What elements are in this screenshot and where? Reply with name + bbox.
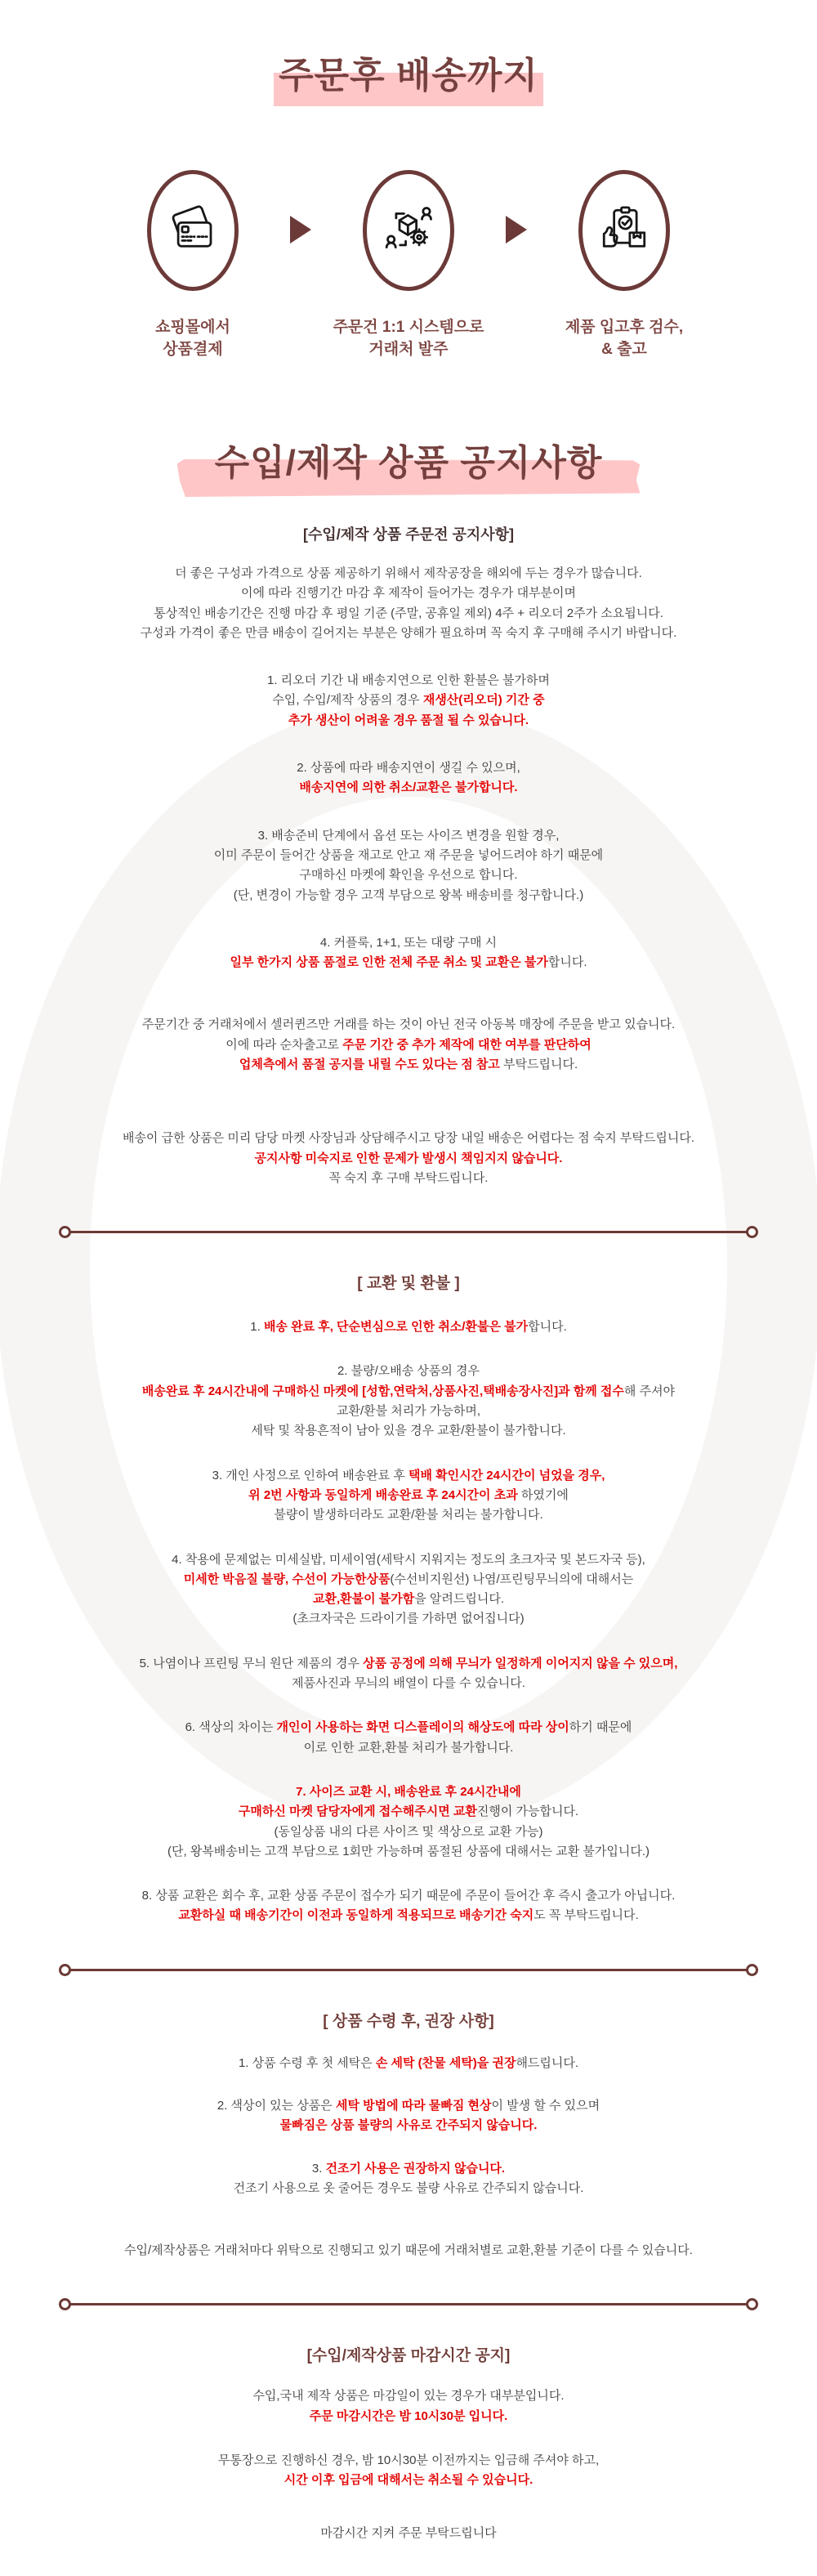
notice-paragraph: [0, 2096, 817, 2136]
notice-text: 수입, 수입/제작 상품의 경우: [272, 693, 423, 708]
notice-text: 4. 커플룩, 1+1, 또는 대량 구매 시: [319, 935, 498, 950]
notice-line: [0, 933, 817, 953]
notice-line: [0, 1738, 817, 1758]
notice-text: 1.: [250, 1320, 264, 1335]
notice-text: 건조기 사용으로 옷 줄어든 경우도 불량 사유로 간주되지 않습니다.: [233, 2180, 584, 2195]
notice-text: 2. 상품에 따라 배송지연이 생길 수 있으며,: [297, 761, 520, 776]
notice-text: 이 발생 할 수 있으며: [491, 2099, 600, 2113]
notice-line: [0, 1402, 817, 1421]
notice-line: [0, 711, 817, 731]
notice-paragraph: [0, 826, 817, 906]
notice-text-red: 구매하신 마켓 담당자에게 접수해주시면 교환: [238, 1805, 477, 1819]
notice-line: [0, 1035, 817, 1055]
notice-line: [0, 671, 817, 691]
notice-text-red: 개인이 사용하는 화면 디스플레이의 해상도에 따라 상이: [276, 1720, 569, 1735]
notice-line: [0, 2451, 817, 2471]
step-label-line1: 쇼핑몰에서: [155, 319, 230, 336]
notice-text: 8. 상품 교환은 회수 후, 교환 상품 주문이 접수가 되기 때문에 주문이 들어간 후 즉시 출고가 아닙니다.: [141, 1889, 676, 1903]
notice-text: 하였기에: [517, 1487, 569, 1502]
step-label: [565, 317, 683, 361]
page-title-wrap: [0, 0, 817, 98]
notice-line: [0, 1609, 817, 1629]
step-label: [333, 317, 484, 361]
section-heading: [수입/제작 상품 주문전 공지사항]: [302, 525, 515, 543]
notice-text-red: 배송지연에 의한 취소/교환은 불가합니다.: [299, 780, 518, 795]
notice-line: [0, 2159, 817, 2179]
notice-text: (단, 변경이 가능할 경우 고객 부담으로 왕복 배송비를 청구합니다.): [233, 888, 584, 902]
notice-text: 불량이 발생하더라도 교환/환불 처리는 불가합니다.: [274, 1508, 543, 1523]
notice-line: [0, 758, 817, 778]
divider-end-dot: [746, 2298, 758, 2310]
notice-paragraph: [0, 1362, 817, 1441]
notice-text: 세탁 및 착용흔적이 남아 있을 경우 교환/환불이 불가합니다.: [251, 1424, 566, 1438]
notice-line: [0, 778, 817, 798]
notice-text: 이에 따라 순차출고로: [225, 1037, 343, 1052]
notice-line: [0, 1015, 817, 1035]
notice-text: 5. 나염이나 프린팅 무늬 원단 제품의 경우: [139, 1656, 364, 1670]
notice-line: [0, 2054, 817, 2073]
notice-line: [0, 846, 817, 865]
notice-text: 통상적인 배송기간은 진행 마감 후 평일 기준 (주말, 공휴일 제외) 4주 + 리오더 2주가 소요됩니다.: [154, 606, 663, 620]
notice-line: [0, 1169, 817, 1188]
notice-body: [0, 523, 817, 2576]
step-order-system: [311, 170, 506, 361]
notice-text: 1. 상품 수령 후 첫 세탁은: [238, 2055, 376, 2070]
notice-paragraph: [0, 2241, 817, 2261]
divider-end-dot: [59, 1964, 71, 1976]
notice-text: 6. 색상의 차이는: [185, 1720, 277, 1735]
notice-text: 구매하신 마켓에 확인을 우선으로 합니다.: [299, 868, 518, 883]
notice-text: (동일상품 내의 다른 사이즈 및 색상으로 교환 가능): [274, 1824, 543, 1839]
notice-paragraph: [0, 2386, 817, 2426]
step-label-line1: 제품 입고후 검수,: [565, 319, 684, 336]
notice-text: 3.: [311, 2161, 326, 2176]
notice-paragraph: [0, 1466, 817, 1526]
notice-text: 교환/환불 처리가 가능하며,: [336, 1404, 481, 1419]
notice-text: 해 주셔야: [623, 1384, 676, 1398]
notice-text: 꼭 숙지 후 구매 부탁드립니다.: [328, 1170, 489, 1185]
step-label-line2: 거래처 발주: [368, 340, 449, 358]
notice-line: [0, 604, 817, 624]
notice-line: [0, 691, 817, 710]
notice-text-red: 재생산(리오더) 기간 중: [422, 693, 545, 708]
notice-line: [0, 2471, 817, 2490]
step-inspection-shipping: [527, 170, 721, 361]
section-heading: [ 교환 및 환불 ]: [357, 1275, 460, 1293]
notice-text: 주문기간 중 거래처에서 셀러퀸즈만 거래를 하는 것이 아닌 전국 아동복 매장에 주문을 받고 있습니다.: [141, 1017, 676, 1032]
notice-text-red: 건조기 사용은 권장하지 않습니다.: [325, 2161, 506, 2176]
notice-line: [0, 865, 817, 885]
order-system-icon: [382, 203, 435, 257]
notice-text: 구성과 가격이 좋은 만큼 배송이 길어지는 부분은 양해가 필요하며 꼭 숙지 후 구매해 주시기 바랍니다.: [140, 625, 677, 640]
notice-text-red: 업체측에서 품절 공지를 내릴 수도 있다는 점 참고: [239, 1057, 504, 1071]
notice-line: [0, 1129, 817, 1148]
notice-text: 제품사진과 무늬의 배열이 다를 수 있습니다.: [292, 1676, 525, 1691]
step-circle: [578, 170, 670, 291]
notice-text-red: 시간 이후 입금에 대해서는 취소될 수 있습니다.: [283, 2473, 534, 2488]
notice-text: 이로 인한 교환,환불 처리가 불가합니다.: [303, 1740, 514, 1755]
notice-title: [215, 433, 603, 485]
notice-text-red: 택배 확인시간 24시간이 넘었을 경우,: [408, 1468, 605, 1483]
divider-end-dot: [746, 1964, 758, 1976]
notice-text-red: 미세한 박음질 불량, 수선이 가능한상품: [183, 1572, 391, 1586]
inspection-shipping-icon: [597, 203, 651, 257]
notice-line: [0, 1505, 817, 1525]
notice-line: [0, 1674, 817, 1693]
notice-line: [0, 1802, 817, 1822]
notice-line: [0, 2386, 817, 2406]
notice-text-red: 손 세탁 (찬물 세탁)을 권장: [375, 2055, 516, 2070]
notice-text: 2. 불량/오배송 상품의 경우: [337, 1364, 480, 1379]
section-divider: [59, 1226, 758, 1238]
notice-text-red: 공지사항 미숙지로 인한 문제가 발생시 책임지지 않습니다.: [254, 1151, 563, 1165]
step-circle: [147, 170, 239, 291]
notice-paragraph: [0, 933, 817, 973]
notice-title-wrap: [0, 361, 817, 485]
notice-text: 4. 착용에 문제없는 미세실밥, 미세이염(세탁시 지워지는 정도의 초크자국 및 본드자국 등),: [172, 1552, 645, 1567]
notice-line: [0, 1590, 817, 1609]
notice-text: 3. 개인 사정으로 인하여 배송완료 후: [212, 1468, 408, 1483]
notice-text: 합니다.: [547, 955, 587, 970]
notice-text: 2. 색상이 있는 상품은: [217, 2099, 336, 2113]
notice-text: (초크자국은 드라이기를 가하면 없어집니다): [292, 1612, 525, 1626]
notice-paragraph: [0, 1550, 817, 1630]
notice-text: 을 알려드립니다.: [414, 1592, 505, 1607]
notice-paragraph: [0, 1782, 817, 1862]
notice-text: 진행이 가능합니다.: [476, 1805, 579, 1819]
divider-end-dot: [746, 1226, 758, 1238]
order-process-steps: [0, 170, 817, 361]
notice-line: [0, 1718, 817, 1737]
notice-line: [0, 1886, 817, 1906]
notice-text-red: 주문 기간 중 추가 제작에 대한 여부를 판단하여: [342, 1037, 592, 1052]
notice-paragraph: [0, 2054, 817, 2073]
notice-text-red: 배송 완료 후, 단순변심으로 인한 취소/환불은 불가: [263, 1320, 529, 1335]
notice-line: [0, 2116, 817, 2135]
divider-rule: [70, 1969, 747, 1971]
notice-paragraph: [0, 1654, 817, 1694]
notice-text: 더 좋은 구성과 가격으로 상품 제공하기 위해서 제작공장을 해외에 두는 경우가 많습니다.: [175, 566, 642, 580]
notice-text: 3. 배송준비 단계에서 옵션 또는 사이즈 변경을 원할 경우,: [257, 828, 560, 843]
notice-text: 수입,국내 제작 상품은 마감일이 있는 경우가 대부분입니다.: [252, 2389, 565, 2404]
notice-line: [0, 1362, 817, 1381]
notice-paragraph: [0, 1886, 817, 1926]
notice-paragraph: [0, 1317, 817, 1337]
notice-text-red: 배송완료 후 24시간내에 구매하신 마켓에 [성함,연락처,상품사진,택배송장사진]과 함께 접수: [141, 1384, 624, 1398]
notice-text-red: 위 2번 사항과 동일하게 배송완료 후 24시간이 초과: [248, 1487, 518, 1502]
notice-line: [0, 826, 817, 846]
notice-paragraph: [0, 1718, 817, 1758]
notice-text: 수입/제작상품은 거래처마다 위탁으로 진행되고 있기 때문에 거래처별로 교환,환불 기준이 다를 수 있습니다.: [124, 2243, 693, 2258]
notice-text-red: 7. 사이즈 교환 시, 배송완료 후 24시간내에: [296, 1784, 521, 1799]
notice-line: [0, 1486, 817, 1505]
divider-rule: [70, 2303, 747, 2305]
section-divider: [59, 2298, 758, 2310]
notice-line: [0, 624, 817, 643]
notice-title-text: 수입/제작 상품 공지사항: [214, 442, 603, 483]
notice-paragraph: [0, 2524, 817, 2543]
page-title: [279, 46, 538, 98]
notice-line: [0, 1421, 817, 1441]
step-circle: [363, 170, 454, 291]
notice-line: [0, 2096, 817, 2116]
notice-line: [0, 1550, 817, 1570]
page-title-text: 주문후 배송까지: [279, 56, 538, 96]
arrow-right-icon: [290, 216, 311, 244]
section-divider: [59, 1964, 758, 1976]
notice-text-red: 주문 마감시간은 밤 10시30분 입니다.: [309, 2408, 508, 2423]
notice-line: [0, 1317, 817, 1337]
notice-line: [0, 1382, 817, 1402]
notice-line: [0, 1055, 817, 1075]
notice-line: [0, 2524, 817, 2543]
step-label: [155, 317, 230, 361]
notice-text-red: 일부 한가지 상품 품절로 인한 전체 주문 취소 및 교환은 불가: [230, 955, 548, 970]
notice-text: 부탁드립니다.: [503, 1057, 578, 1071]
notice-line: [0, 1842, 817, 1862]
notice-line: [0, 1466, 817, 1486]
notice-line: [0, 1906, 817, 1925]
notice-text: 무통장으로 진행하신 경우, 밤 10시30분 이전까지는 입금해 주셔야 하고,: [217, 2453, 600, 2468]
notice-text: 이에 따라 진행기간 마감 후 제작이 들어가는 경우가 대부분이며: [240, 586, 577, 601]
notice-line: [0, 1822, 817, 1842]
step-shopping-payment: [96, 170, 290, 361]
notice-line: [0, 953, 817, 973]
notice-line: [0, 584, 817, 603]
notice-paragraph: [0, 758, 817, 798]
step-label-line1: 주문건 1:1 시스템으로: [333, 319, 484, 336]
notice-text: 하기 때문에: [569, 1720, 632, 1735]
notice-paragraph: [0, 564, 817, 643]
notice-text: 마감시간 지켜 주문 부탁드립니다: [320, 2525, 497, 2540]
notice-line: [0, 2407, 817, 2426]
notice-text: (단, 왕복배송비는 고객 부담으로 1회만 가능하며 품절된 상품에 대해서는 교환 불가입니다.): [167, 1844, 650, 1858]
notice-line: [0, 2179, 817, 2198]
notice-line: [0, 1782, 817, 1802]
notice-line: [0, 564, 817, 584]
notice-line: [0, 886, 817, 906]
section-heading: [수입/제작상품 마감시간 공지]: [306, 2347, 511, 2365]
arrow-right-icon: [506, 216, 527, 244]
notice-paragraph: [0, 1129, 817, 1188]
notice-text: 1. 리오더 기간 내 배송지연으로 인한 환불은 불가하며: [267, 673, 550, 688]
notice-text: 합니다.: [528, 1320, 567, 1335]
notice-text: 배송이 급한 상품은 미리 담당 마켓 사장님과 상담해주시고 당장 내일 배송은 어렵다는 점 숙지 부탁드립니다.: [122, 1131, 695, 1146]
notice-text-red: 추가 생산이 어려울 경우 품절 될 수 있습니다.: [288, 713, 529, 727]
step-label-line2: 상품결제: [163, 340, 223, 358]
notice-paragraph: [0, 671, 817, 731]
notice-text-red: 상품 공정에 의해 무늬가 일정하게 이어지지 않을 수 있으며,: [363, 1656, 678, 1670]
credit-card-icon: [166, 203, 220, 257]
notice-paragraph: [0, 2159, 817, 2199]
notice-paragraph: [0, 1015, 817, 1075]
notice-text-red: 교환,환불이 불가함: [312, 1592, 415, 1607]
notice-text: 이미 주문이 들어간 상품을 재고로 안고 재 주문을 넣어드려야 하기 때문에: [213, 847, 604, 862]
notice-text-red: 물빠짐은 상품 불량의 사유로 간주되지 않습니다.: [279, 2118, 538, 2133]
notice-text: 도 꼭 부탁드립니다.: [534, 1908, 639, 1923]
notice-line: [0, 1570, 817, 1590]
divider-end-dot: [59, 2298, 71, 2310]
notice-text: (수선비지원선) 나염/프린팅무늬의에 대해서는: [390, 1572, 634, 1586]
notice-line: [0, 1654, 817, 1674]
notice-line: [0, 2241, 817, 2261]
step-label-line2: & 출고: [601, 340, 647, 358]
divider-rule: [70, 1231, 747, 1233]
notice-text-red: 교환하실 때 배송기간이 이전과 동일하게 적용되므로 배송기간 숙지: [178, 1908, 534, 1923]
divider-end-dot: [59, 1226, 71, 1238]
notice-text: 해드립니다.: [516, 2055, 579, 2070]
section-heading: [ 상품 수령 후, 권장 사항]: [323, 2012, 494, 2030]
notice-line: [0, 1149, 817, 1169]
notice-paragraph: [0, 2451, 817, 2491]
notice-text-red: 세탁 방법에 따라 물빠짐 현상: [335, 2099, 492, 2113]
